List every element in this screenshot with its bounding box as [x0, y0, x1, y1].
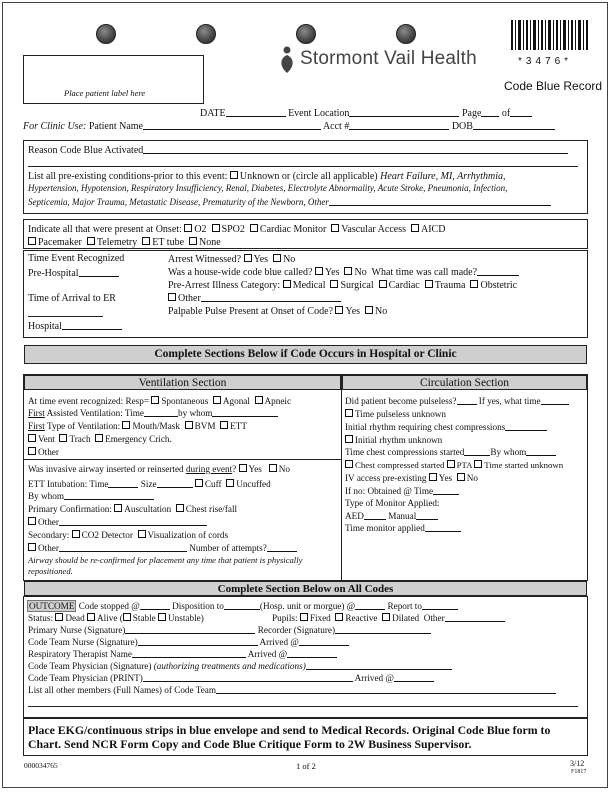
conditions-3-line: [28, 197, 551, 207]
hospital-line: [28, 321, 122, 332]
prearrest-other-checkbox[interactable]: [168, 293, 176, 301]
reason-field[interactable]: [143, 145, 568, 154]
vent-other-label: Other: [38, 447, 59, 457]
uncuffed-checkbox[interactable]: [226, 479, 234, 487]
chest-compressed-checkbox[interactable]: [345, 460, 353, 468]
time-started-unknown-label: Time started unknown: [484, 460, 564, 470]
size-label: Size: [140, 479, 157, 489]
team-nurse-arrived-label: Arrived @: [259, 637, 299, 647]
page-label: Page: [461, 108, 482, 119]
conditions-2: Hypertension, Hypotension, Respiratory Insufficiency, Renal, Diabetes, Electrolyte Abnormality, Acute Stroke, Pneumonia, Infection,: [28, 183, 508, 193]
status-line: Status: Dead Alive ( Stable Unstable): [28, 613, 204, 623]
co2-detector-checkbox[interactable]: [72, 530, 80, 538]
spo2-label: SPO2: [221, 224, 245, 235]
emergency-crich-label: Emergency Crich.: [105, 434, 172, 444]
if-no-field[interactable]: [433, 486, 459, 495]
primary-nurse-line: [28, 625, 431, 635]
primary-line: [28, 504, 237, 514]
visualization-checkbox[interactable]: [138, 530, 146, 538]
rhythm-unknown-checkbox[interactable]: [345, 435, 353, 443]
invasive-yes-label: Yes: [248, 464, 262, 474]
recorder-label: Recorder (Signature): [257, 625, 336, 635]
ett-intubation-label: ETT Intubation: Time: [28, 479, 109, 489]
cuff-label: Cuff: [204, 479, 222, 489]
primary-nurse-field[interactable]: [125, 625, 255, 634]
reactive-checkbox[interactable]: [335, 613, 343, 621]
reason-field-line2[interactable]: [28, 166, 578, 167]
team-nurse-arrived-field[interactable]: [299, 637, 349, 646]
outcome-line-1: [27, 601, 458, 611]
of-label: of: [501, 108, 511, 119]
report-to-label: Report to: [387, 601, 422, 611]
team-nurse-field[interactable]: [138, 637, 258, 646]
time-started-unknown-checkbox[interactable]: [474, 460, 482, 468]
binder-hole: [196, 24, 216, 44]
vent-label: Vent: [38, 434, 55, 444]
physician-sig-label: Code Team Physician (Signature): [28, 661, 152, 671]
aed-label: AED: [345, 511, 364, 521]
resp-ther-line: [28, 649, 337, 659]
preexisting-label: List all pre-existing conditions-prior to this event:: [28, 171, 228, 182]
physician-arrived-label: Arrived @: [354, 673, 394, 683]
cardiac-label: Cardiac: [388, 280, 420, 291]
trach-label: Trach: [69, 434, 91, 444]
header-line-2: [23, 121, 555, 132]
resp-ther-arrived-label: Arrived @: [247, 649, 288, 659]
of-field[interactable]: [510, 108, 532, 117]
hospital-field[interactable]: [62, 321, 122, 330]
manual-label: Manual: [388, 511, 417, 521]
preexisting-line: [28, 171, 506, 182]
first-type-label: First: [28, 421, 45, 431]
arrest-yes-checkbox[interactable]: [244, 254, 252, 262]
cardiac-monitor-checkbox[interactable]: [250, 224, 258, 232]
pacemaker-label: Pacemaker: [38, 237, 82, 248]
pta-checkbox[interactable]: [447, 460, 455, 468]
housewide-yes-label: Yes: [324, 267, 340, 278]
primary-confirm-label: Primary Confirmation:: [28, 504, 112, 514]
emergency-crich-checkbox[interactable]: [95, 434, 103, 442]
primary-other-label: Other: [38, 517, 59, 527]
medical-checkbox[interactable]: [283, 280, 291, 288]
pulseless-time-field[interactable]: [541, 396, 569, 405]
aed-line: [345, 511, 438, 521]
conditions-3: Septicemia, Major Trauma, Metastatic Disease, Prematurity of the Newborn, Other: [28, 197, 329, 207]
spontaneous-label: Spontaneous: [161, 396, 209, 406]
dob-field[interactable]: [473, 121, 555, 130]
fixed-label: Fixed: [309, 613, 331, 623]
fixed-checkbox[interactable]: [300, 613, 308, 621]
vent-line-3: [28, 421, 247, 431]
vent-line-5: [28, 447, 59, 457]
secondary-other-label: Other: [38, 543, 59, 553]
pulseless-line: [345, 396, 569, 406]
secondary-other-line: [28, 543, 297, 553]
report-to-field[interactable]: [422, 601, 458, 610]
time-event-label: Time Event Recognized: [28, 253, 125, 264]
members-label: List all other members (Full Names) of Code Team: [28, 685, 216, 695]
stable-checkbox[interactable]: [123, 613, 131, 621]
compress-by-label: By whom: [490, 447, 527, 457]
resp-ther-field[interactable]: [132, 649, 246, 658]
event-location-label: Event Location: [288, 108, 350, 119]
chest-rise-label: Chest rise/fall: [185, 504, 238, 514]
ventilation-header: [24, 375, 341, 390]
hosp-unit-label: (Hosp. unit or morgue) @: [259, 601, 356, 611]
prearrest-other-field[interactable]: [201, 293, 341, 302]
disposition-time-field[interactable]: [355, 601, 385, 610]
conditions-1: Heart Failure, MI, Arrhythmia,: [380, 171, 506, 182]
prearrest-other-line: [168, 293, 341, 304]
et-tube-checkbox[interactable]: [142, 237, 150, 245]
auscultation-label: Auscultation: [124, 504, 172, 514]
prearrest-other-label: Other: [178, 293, 201, 304]
date-label: DATE: [200, 108, 226, 119]
housewide-yes-checkbox[interactable]: [315, 267, 323, 275]
chest-rise-checkbox[interactable]: [176, 504, 184, 512]
patient-label-text: Place patient label here: [64, 88, 146, 98]
patient-name-label: Patient Name: [88, 121, 143, 132]
members-line: [28, 685, 556, 695]
if-no-label: If no: Obtained @ Time: [345, 486, 434, 496]
palpable-line: [168, 306, 387, 317]
palpable-no-label: No: [375, 306, 388, 317]
manual-field[interactable]: [416, 511, 438, 520]
prehospital-line: [28, 268, 119, 279]
physician-sig-field[interactable]: [306, 661, 452, 670]
if-no-line: [345, 486, 459, 496]
pulseless-label: Did patient become pulseless?: [345, 396, 457, 406]
housewide-line: [168, 267, 519, 278]
pacemaker-checkbox[interactable]: [28, 237, 36, 245]
form-number: F1817: [571, 769, 587, 775]
rhythm-unknown-line: [345, 435, 442, 445]
bvm-label: BVM: [194, 421, 216, 431]
size-field[interactable]: [157, 479, 193, 488]
if-yes-label: If yes, what time: [478, 396, 541, 406]
code-stopped-label: Code stopped @: [78, 601, 140, 611]
hospital-label: Hospital: [28, 321, 62, 332]
onset-label: Indicate all that were present at Onset:: [28, 224, 182, 235]
mouth-mask-label: Mouth/Mask: [132, 421, 180, 431]
spo2-checkbox[interactable]: [212, 224, 220, 232]
et-tube-label: ET tube: [152, 237, 185, 248]
aicd-label: AICD: [421, 224, 446, 235]
prehospital-field[interactable]: [79, 268, 119, 277]
iv-line: [345, 473, 478, 483]
arrest-no-checkbox[interactable]: [273, 254, 281, 262]
arrest-no-label: No: [283, 254, 296, 265]
ett-label: ETT: [230, 421, 247, 431]
page-number: 1 of 2: [296, 761, 316, 771]
date-field[interactable]: [226, 108, 286, 117]
patient-label-box: [23, 55, 204, 104]
housewide-no-label: No: [354, 267, 367, 278]
ventilation-title: Ventilation Section: [138, 377, 227, 389]
patient-name-field[interactable]: [143, 121, 321, 130]
unknown-checkbox[interactable]: [230, 171, 238, 179]
palpable-label: Palpable Pulse Present at Onset of Code?: [168, 306, 333, 317]
brand-logo-icon: [278, 46, 296, 79]
iv-yes-label: Yes: [438, 473, 453, 483]
acct-label: Acct #: [322, 121, 350, 132]
pulseless-field[interactable]: [457, 396, 477, 405]
initial-rhythm-field[interactable]: [505, 422, 547, 431]
apneic-label: Apneic: [264, 396, 292, 406]
monitor-time-field[interactable]: [425, 523, 461, 532]
visualization-label: Visualization of cords: [147, 530, 229, 540]
monitor-time-line: [345, 523, 461, 533]
vent-checkbox[interactable]: [28, 434, 36, 442]
what-time-label: What time was call made?: [371, 267, 478, 278]
cardiac-monitor-label: Cardiac Monitor: [259, 224, 327, 235]
compress-time-line: [345, 447, 556, 457]
hospital-banner: [24, 345, 587, 364]
team-nurse-line: [28, 637, 349, 647]
trauma-label: Trauma: [434, 280, 466, 291]
arrest-yes-label: Yes: [253, 254, 269, 265]
vascular-access-label: Vascular Access: [341, 224, 406, 235]
mouth-mask-checkbox[interactable]: [122, 421, 130, 429]
vent-resp-label: At time event recognized: Resp=: [28, 396, 150, 406]
reason-line: [28, 145, 568, 156]
airway-note: Airway should be re-confirmed for placement any time that patient is physically repositioned.: [28, 555, 303, 576]
pupils-line: [272, 613, 505, 623]
vent-divider: [24, 459, 341, 460]
dead-label: Dead: [65, 613, 85, 623]
members-field[interactable]: [216, 685, 556, 694]
dilated-checkbox[interactable]: [382, 613, 390, 621]
event-location-field[interactable]: [349, 108, 459, 117]
initial-rhythm-label: Initial rhythm requiring chest compressions: [345, 422, 506, 432]
attempts-label: Number of attempts?: [189, 543, 267, 553]
all-codes-banner-text: Complete Section Below on All Codes: [217, 583, 394, 595]
form-code: 000034765: [24, 761, 58, 770]
secondary-line: [28, 530, 228, 540]
form-title: Code Blue Record: [504, 79, 603, 93]
spontaneous-checkbox[interactable]: [151, 396, 159, 404]
ett-by-whom-label: By whom: [28, 491, 64, 501]
page-field[interactable]: [481, 108, 499, 117]
recorder-field[interactable]: [335, 625, 431, 634]
header-line-1: [200, 108, 532, 119]
compress-time-field[interactable]: [464, 447, 490, 456]
pupils-other-field[interactable]: [445, 613, 505, 622]
chest-compressed-label: Chest compressed started: [355, 460, 445, 470]
attempts-field[interactable]: [267, 543, 297, 552]
none-label: None: [199, 237, 221, 248]
medical-label: Medical: [292, 280, 326, 291]
physician-print-label: Code Team Physician (PRINT): [28, 673, 143, 683]
aicd-checkbox[interactable]: [411, 224, 419, 232]
assisted-by-label: by whom: [178, 408, 213, 418]
bvm-checkbox[interactable]: [185, 421, 193, 429]
vent-line-1: [28, 396, 291, 406]
team-nurse-label: Code Team Nurse (Signature): [28, 637, 138, 647]
unstable-checkbox[interactable]: [158, 613, 166, 621]
arrest-witnessed-line: [168, 254, 295, 265]
iv-label: IV access pre-existing: [345, 473, 427, 483]
housewide-no-checkbox[interactable]: [344, 267, 352, 275]
physician-print-field[interactable]: [143, 673, 353, 682]
disposition-label: Disposition to: [172, 601, 224, 611]
footer-note: Place EKG/continuous strips in blue envelope and send to Medical Records. Original Code Blue form to Chart. Send NCR Form Copy and Code Blue Critique Form to 2W Business Supervisor.: [28, 723, 551, 751]
obstetric-label: Obstetric: [480, 280, 518, 291]
binder-hole: [396, 24, 416, 44]
agonal-label: Agonal: [222, 396, 250, 406]
invasive-no-checkbox[interactable]: [269, 464, 277, 472]
ett-by-whom-field[interactable]: [64, 491, 154, 500]
outcome-tag: OUTCOME: [29, 601, 75, 611]
ett-intubation-line: [28, 479, 271, 489]
primary-other-checkbox[interactable]: [28, 517, 36, 525]
resp-ther-label: Respiratory Therapist Name: [28, 649, 132, 659]
telemetry-label: Telemetry: [96, 237, 138, 248]
reason-label: Reason Code Blue Activated: [28, 145, 144, 156]
time-arrival-label: Time of Arrival to ER: [28, 293, 116, 304]
brand-name: Stormont Vail Health: [300, 48, 477, 69]
authorizing-label: (authorizing treatments and medications): [153, 661, 306, 671]
prearrest-label: Pre-Arrest Illness Category:: [168, 280, 281, 291]
clinic-use-label: For Clinic Use:: [23, 121, 87, 132]
primary-other-field[interactable]: [59, 517, 207, 526]
binder-hole: [96, 24, 116, 44]
all-codes-banner: [24, 581, 587, 596]
acct-field[interactable]: [349, 121, 449, 130]
reactive-label: Reactive: [345, 613, 378, 623]
code-stopped-field[interactable]: [140, 601, 170, 610]
pupils-other-label: Other: [423, 613, 445, 623]
prearrest-line: [168, 280, 517, 291]
invasive-line: Was invasive airway inserted or reinserted during event? Yes No: [28, 464, 291, 474]
revision-date: 3/12: [570, 759, 585, 768]
other-condition-field[interactable]: [329, 197, 551, 206]
surgical-checkbox[interactable]: [330, 280, 338, 288]
compress-by-field[interactable]: [526, 447, 556, 456]
o2-label: O2: [194, 224, 207, 235]
agonal-checkbox[interactable]: [213, 396, 221, 404]
monitor-type-label: Type of Monitor Applied:: [345, 498, 440, 508]
telemetry-checkbox[interactable]: [87, 237, 95, 245]
arrest-witnessed-label: Arrest Witnessed?: [168, 254, 242, 265]
pupils-label: Pupils:: [272, 613, 298, 623]
secondary-other-field[interactable]: [59, 543, 187, 552]
dead-checkbox[interactable]: [55, 613, 63, 621]
vascular-access-checkbox[interactable]: [331, 224, 339, 232]
unstable-label: Unstable): [168, 613, 204, 623]
vent-circ-divider: [341, 374, 342, 581]
status-label: Status:: [28, 613, 54, 623]
housewide-label: Was a house-wide code blue called?: [168, 267, 313, 278]
surgical-label: Surgical: [340, 280, 374, 291]
time-pulseless-unknown-line: [345, 409, 446, 419]
iv-no-label: No: [466, 473, 478, 483]
invasive-no-label: No: [278, 464, 291, 474]
ett-time-field[interactable]: [108, 479, 138, 488]
palpable-yes-label: Yes: [345, 306, 361, 317]
dilated-label: Dilated: [392, 613, 420, 623]
aed-field[interactable]: [364, 511, 386, 520]
onset-line-1: [28, 224, 445, 235]
assisted-by-field[interactable]: [212, 408, 278, 417]
chest-compressed-line: [345, 460, 563, 470]
monitor-time-label: Time monitor applied: [345, 523, 425, 533]
physician-sig-line: [28, 661, 452, 671]
primary-other-line: [28, 517, 207, 527]
physician-print-line: [28, 673, 434, 683]
vent-type-label: Type of Ventilation:: [47, 421, 121, 431]
disposition-field[interactable]: [224, 601, 260, 610]
barcode-text: *3476*: [518, 56, 573, 67]
rhythm-unknown-label: Initial rhythm unknown: [355, 435, 443, 445]
circulation-header: [342, 375, 587, 390]
secondary-label: Secondary:: [28, 530, 70, 540]
invasive-yes-checkbox[interactable]: [239, 464, 247, 472]
time-pulseless-unknown-label: Time pulseless unknown: [355, 409, 447, 419]
circulation-title: Circulation Section: [419, 377, 510, 389]
during-event-label: during event: [185, 464, 233, 474]
ett-checkbox[interactable]: [220, 421, 228, 429]
auscultation-checkbox[interactable]: [114, 504, 122, 512]
binder-hole: [296, 24, 316, 44]
uncuffed-label: Uncuffed: [236, 479, 271, 489]
co2-detector-label: CO2 Detector: [81, 530, 133, 540]
apneic-checkbox[interactable]: [255, 396, 263, 404]
cardiac-checkbox[interactable]: [379, 280, 387, 288]
by-whom-line: [28, 491, 154, 501]
physician-arrived-field[interactable]: [394, 673, 434, 682]
barcode: [511, 20, 589, 58]
vent-line-2: [28, 408, 278, 418]
none-checkbox[interactable]: [189, 237, 197, 245]
vent-other-checkbox[interactable]: [28, 447, 36, 455]
what-time-field[interactable]: [477, 267, 519, 276]
cuff-checkbox[interactable]: [195, 479, 203, 487]
stable-label: Stable: [132, 613, 156, 623]
hospital-banner-text: Complete Sections Below if Code Occurs in Hospital or Clinic: [154, 348, 457, 360]
pta-label: PTA: [456, 460, 473, 470]
onset-line-2: [28, 237, 221, 248]
trauma-checkbox[interactable]: [425, 280, 433, 288]
primary-nurse-label: Primary Nurse (Signature): [28, 625, 126, 635]
members-field-line2[interactable]: [28, 706, 578, 707]
initial-rhythm-line: [345, 422, 547, 432]
arrival-field[interactable]: [28, 316, 103, 317]
dob-label: DOB: [451, 121, 473, 132]
alive-checkbox[interactable]: [87, 613, 95, 621]
iv-no-checkbox[interactable]: [457, 473, 465, 481]
prehospital-label: Pre-Hospital: [28, 268, 79, 279]
time-pulseless-unknown-checkbox[interactable]: [345, 409, 353, 417]
o2-checkbox[interactable]: [184, 224, 192, 232]
first-label: First: [28, 408, 45, 418]
compress-time-label: Time chest compressions started: [345, 447, 465, 457]
assisted-label: Assisted Ventilation: Time: [46, 408, 144, 418]
invasive-label: Was invasive airway inserted or reinserted: [28, 464, 184, 474]
palpable-yes-checkbox[interactable]: [335, 306, 343, 314]
vent-line-4: [28, 434, 172, 444]
trach-checkbox[interactable]: [59, 434, 67, 442]
unknown-label: Unknown or (circle all applicable): [239, 171, 378, 182]
assisted-time-field[interactable]: [144, 408, 178, 417]
obstetric-checkbox[interactable]: [470, 280, 478, 288]
palpable-no-checkbox[interactable]: [365, 306, 373, 314]
iv-yes-checkbox[interactable]: [429, 473, 437, 481]
resp-ther-arrived-field[interactable]: [287, 649, 337, 658]
alive-label: Alive: [97, 613, 118, 623]
secondary-other-checkbox[interactable]: [28, 543, 36, 551]
